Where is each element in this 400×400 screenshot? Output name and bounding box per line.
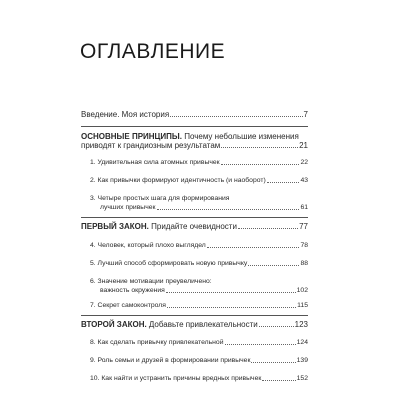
dot-leader [248, 265, 299, 266]
toc-page-number: 115 [297, 302, 308, 309]
toc-entry-2[interactable] [81, 176, 308, 185]
toc-entry-text: 6. Значение мотивации преувеличено: [90, 278, 212, 285]
toc-page-number: 43 [300, 177, 308, 184]
toc-entry-line [81, 132, 308, 141]
separator-line [81, 315, 308, 316]
dot-leader [221, 164, 300, 165]
toc-entry-3[interactable] [81, 194, 308, 212]
toc-page-number: 61 [300, 204, 308, 211]
toc-entry-1[interactable] [81, 158, 308, 167]
toc-entry-4[interactable] [81, 241, 308, 250]
toc-entry-text: 9. Роль семьи и друзей в формировании привычек [90, 357, 251, 364]
toc-entry-chapter-1[interactable] [81, 132, 308, 150]
toc-page-number: 21 [299, 141, 308, 150]
dot-leader [166, 292, 296, 293]
chapter-heading: ОСНОВНЫЕ ПРИНЦИПЫ. [81, 132, 182, 141]
dot-leader [221, 147, 298, 148]
toc-entry-text-line2: лучших привычек [100, 204, 156, 211]
toc-entry-6[interactable] [81, 277, 308, 295]
toc-entry-text: 8. Как сделать привычку привлекательной [90, 339, 224, 346]
table-of-contents [81, 110, 308, 383]
chapter-subtitle-line2: приводят к грандиозным результатам [81, 141, 221, 150]
chapter-subtitle: Придайте очевидности [148, 222, 237, 231]
toc-entry-8[interactable] [81, 338, 308, 347]
toc-page-number: 22 [300, 159, 308, 166]
toc-page-number: 77 [299, 222, 308, 231]
toc-page-number: 88 [300, 260, 308, 267]
toc-entry-text: 2. Как привычки формируют идентичность (и наоборот) [90, 177, 266, 184]
toc-page-number: 123 [294, 320, 308, 329]
toc-entry-chapter-3[interactable] [81, 320, 308, 329]
dot-leader [225, 344, 296, 345]
dot-leader [262, 380, 295, 381]
dot-leader [238, 228, 298, 229]
toc-page-number: 152 [296, 375, 308, 382]
toc-page-number: 124 [296, 339, 308, 346]
toc-entry-text: 4. Человек, который плохо выглядел [90, 242, 206, 249]
chapter-subtitle: Почему небольшие изменения [181, 132, 299, 141]
chapter-heading: ВТОРОЙ ЗАКОН. [81, 320, 147, 329]
toc-entry-text: Введение. Моя история [81, 110, 170, 119]
toc-entry-text-line2: важность окружения [100, 287, 165, 294]
separator-line [81, 126, 308, 127]
toc-entry-line [81, 277, 308, 286]
dot-leader [207, 247, 300, 248]
chapter-subtitle: Добавьте привлекательности [146, 320, 258, 329]
toc-entry-7[interactable] [81, 301, 308, 310]
toc-entry-text: 3. Четыре простых шага для формирования [90, 195, 230, 202]
toc-entry-text: 10. Как найти и устранить причины вредных привычек [90, 375, 262, 382]
dot-leader [251, 362, 295, 363]
toc-entry-chapter-2[interactable] [81, 222, 308, 231]
toc-entry-line [81, 203, 308, 212]
dot-leader [259, 326, 294, 327]
dot-leader [267, 182, 300, 183]
toc-entry-text: 7. Секрет самоконтроля [90, 302, 166, 309]
toc-entry-line [81, 141, 308, 150]
separator-line [81, 217, 308, 218]
toc-page-number: 139 [296, 357, 308, 364]
toc-page-number: 102 [296, 287, 308, 294]
toc-entry-text: 5. Лучший способ сформировать новую привычку [90, 260, 248, 267]
toc-entry-text: 1. Удивительная сила атомных привычек [90, 159, 220, 166]
dot-leader [167, 307, 296, 308]
toc-entry-line [81, 194, 308, 203]
toc-entry-9[interactable] [81, 356, 308, 365]
toc-entry-10[interactable] [81, 374, 308, 383]
toc-entry-intro[interactable] [81, 110, 308, 119]
chapter-heading: ПЕРВЫЙ ЗАКОН. [81, 222, 149, 231]
dot-leader [170, 116, 302, 117]
toc-page-number: 78 [300, 242, 308, 249]
toc-entry-5[interactable] [81, 259, 308, 268]
page-title: ОГЛАВЛЕНИЕ [80, 40, 226, 63]
toc-page-number: 7 [303, 110, 308, 119]
toc-entry-line [81, 286, 308, 295]
dot-leader [157, 209, 300, 210]
